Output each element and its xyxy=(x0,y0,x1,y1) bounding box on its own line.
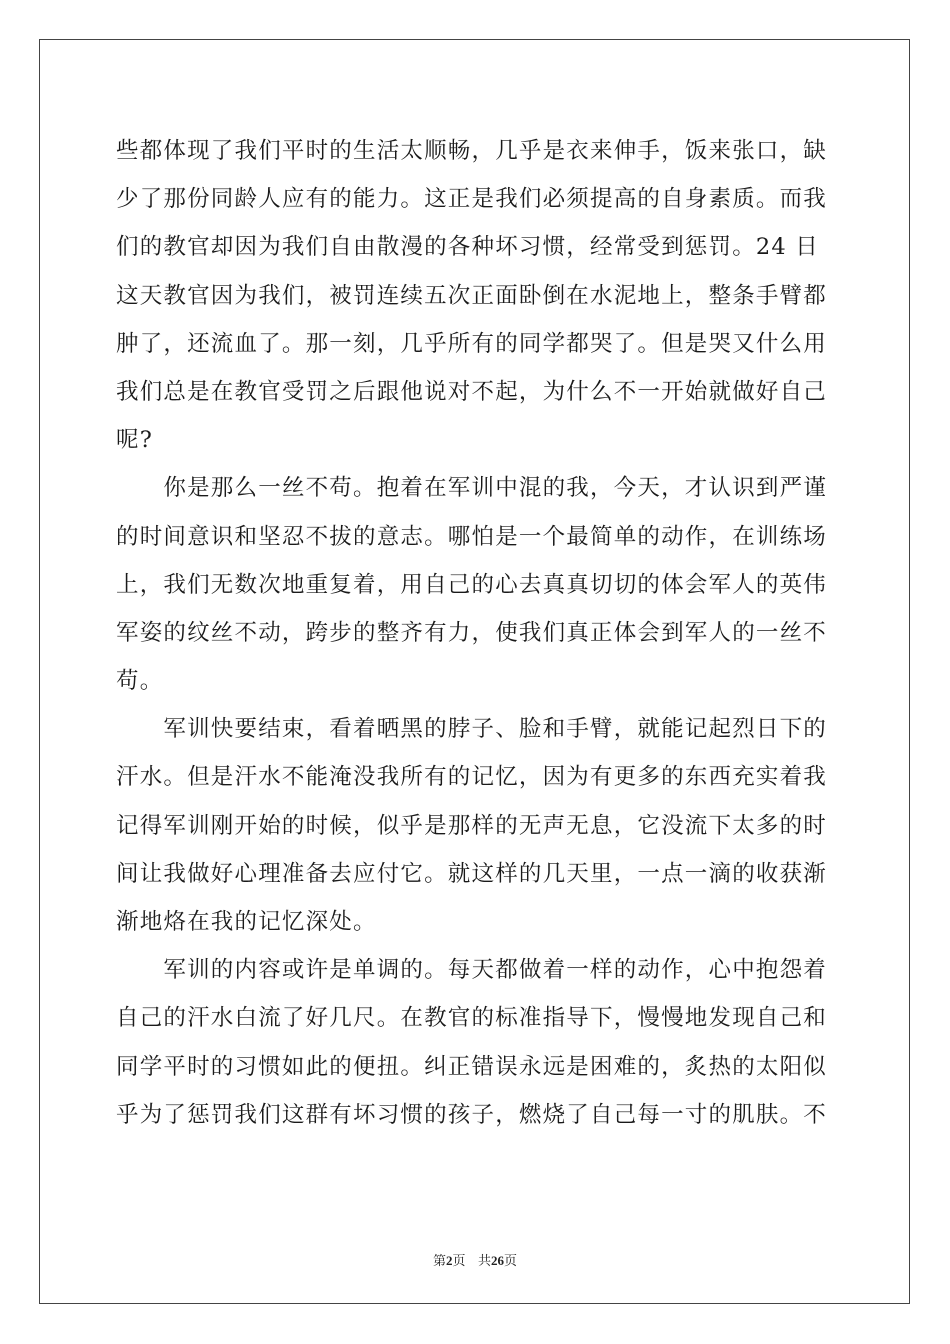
text-line: 些都体现了我们平时的生活太顺畅，几乎是衣来伸手，饭来张口，缺 xyxy=(116,138,828,164)
text-line: 呢? xyxy=(116,427,153,454)
footer-page-suffix: 页 xyxy=(452,1254,466,1269)
text-line: 同学平时的习惯如此的便扭。纠正错误永远是困难的，炙热的太阳似 xyxy=(116,1053,828,1080)
text-line: 我们总是在教官受罚之后跟他说对不起，为什么不一开始就做好自己 xyxy=(116,378,828,405)
text-line: 渐地烙在我的记忆深处。 xyxy=(116,909,377,935)
text-line: 你是那么一丝不苟。抱着在军训中混的我，今天，才认识到严谨 xyxy=(116,475,828,502)
text-line: 军训快要结束，看着晒黑的脖子、脸和手臂，就能记起烈日下的 xyxy=(116,716,828,743)
text-line: 上，我们无数次地重复着，用自己的心去真真切切的体会军人的英伟 xyxy=(116,571,828,598)
text-line: 军训的内容或许是单调的。每天都做着一样的动作，心中抱怨着 xyxy=(116,957,828,984)
total-pages: 26 xyxy=(490,1253,504,1268)
body-text xyxy=(116,127,836,1139)
text-line: 苟。 xyxy=(116,668,164,695)
text-line: 乎为了惩罚我们这群有坏习惯的孩子，燃烧了自己每一寸的肌肤。不 xyxy=(116,1101,828,1128)
text-line: 汗水。但是汗水不能淹没我所有的记忆，因为有更多的东西充实着我 xyxy=(116,764,828,791)
text-line: 军姿的纹丝不动，跨步的整齐有力，使我们真正体会到军人的一丝不 xyxy=(116,619,828,646)
text-line: 肿了，还流血了。那一刻，几乎所有的同学都哭了。但是哭又什么用 xyxy=(116,330,828,357)
text-line: 记得军训刚开始的时候，似乎是那样的无声无息，它没流下太多的时 xyxy=(116,812,828,839)
text-line: 自己的汗水白流了好几尺。在教官的标准指导下，慢慢地发现自己和 xyxy=(116,1005,828,1032)
page-number: 2 xyxy=(446,1253,453,1268)
page-footer xyxy=(0,1250,950,1269)
footer-total-prefix: 共 xyxy=(477,1254,491,1269)
text-line: 少了那份同龄人应有的能力。这正是我们必须提高的自身素质。而我 xyxy=(116,186,828,213)
text-line: 的时间意识和坚忍不拔的意志。哪怕是一个最简单的动作，在训练场 xyxy=(116,523,828,550)
footer-total-suffix: 页 xyxy=(503,1254,517,1269)
text-line: 间让我做好心理准备去应付它。就这样的几天里，一点一滴的收获渐 xyxy=(116,860,828,887)
footer-prefix: 第 xyxy=(433,1254,447,1269)
text-line: 这天教官因为我们，被罚连续五次正面卧倒在水泥地上，整条手臂都 xyxy=(116,282,828,309)
text-line: 们的教官却因为我们自由散漫的各种坏习惯，经常受到惩罚。24 日 xyxy=(116,234,819,261)
